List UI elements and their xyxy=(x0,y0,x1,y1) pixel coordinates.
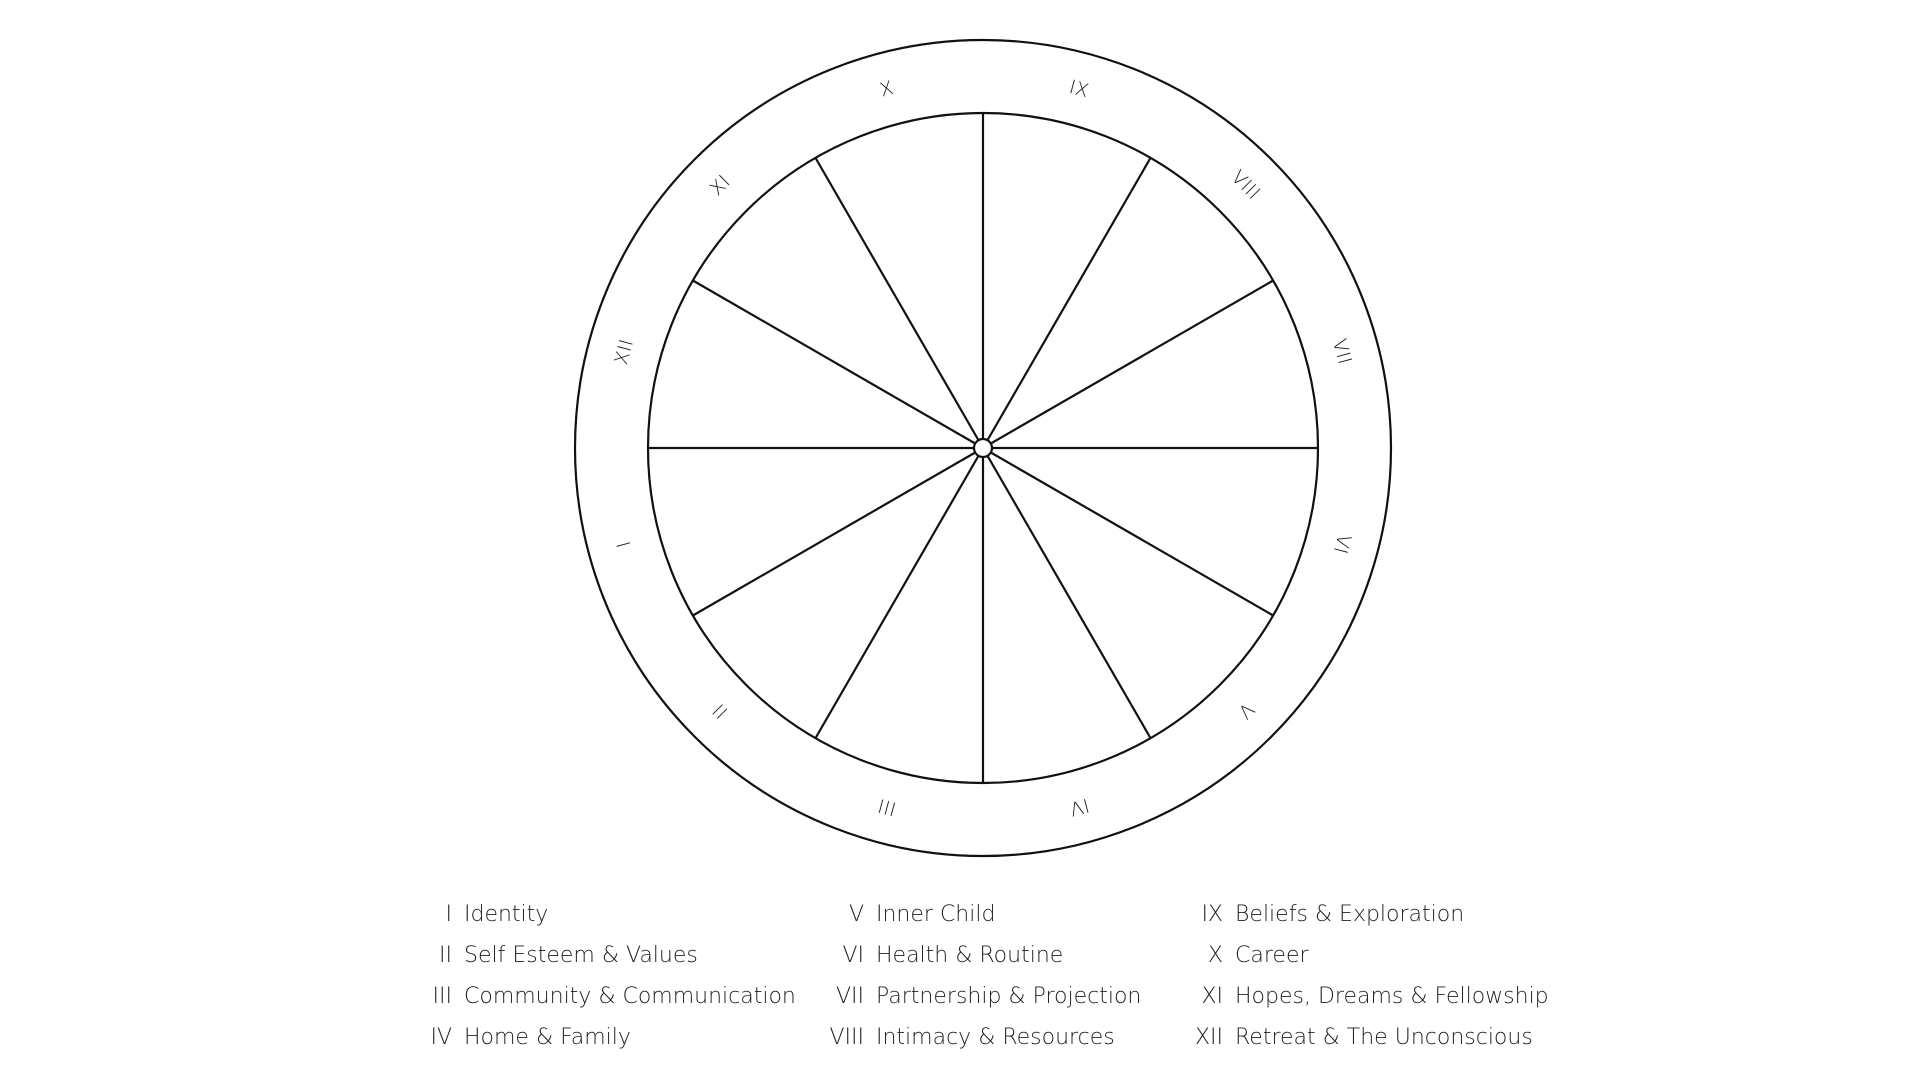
legend-numeral: XII xyxy=(1194,1025,1223,1050)
legend-label: Health & Routine xyxy=(876,943,1064,968)
legend-label: Career xyxy=(1235,943,1309,968)
legend-numeral: I xyxy=(445,902,452,927)
legend-label: Identity xyxy=(464,902,549,927)
center-hub xyxy=(974,439,992,457)
wheel-spoke xyxy=(816,158,984,448)
house-legend xyxy=(0,902,1920,1072)
legend-label: Hopes, Dreams & Fellowship xyxy=(1235,984,1549,1009)
wheel-spoke xyxy=(816,448,984,738)
legend-label: Self Esteem & Values xyxy=(464,943,698,968)
house-numeral: II xyxy=(708,698,733,723)
legend-numeral: IV xyxy=(430,1025,452,1050)
house-numeral: XI xyxy=(705,170,736,201)
legend-numeral: VI xyxy=(842,943,864,968)
house-numeral: IX xyxy=(1066,75,1092,103)
legend-numeral: V xyxy=(848,902,864,927)
house-numeral: VIII xyxy=(1226,166,1265,205)
house-numeral: I xyxy=(612,538,636,550)
legend-label: Home & Family xyxy=(464,1025,631,1050)
wheel-spoke xyxy=(983,448,1273,616)
house-numeral: VI xyxy=(1328,531,1356,557)
legend-label: Beliefs & Exploration xyxy=(1235,902,1465,927)
legend-label: Retreat & The Unconscious xyxy=(1235,1025,1533,1050)
house-numeral: VII xyxy=(1327,336,1356,368)
house-numeral: III xyxy=(875,793,899,820)
wheel-spoke xyxy=(983,448,1151,738)
house-numeral: V xyxy=(1233,698,1259,724)
house-numeral: XII xyxy=(610,336,639,368)
house-numeral: X xyxy=(877,76,897,102)
legend-numeral: IX xyxy=(1201,902,1223,927)
legend-label: Partnership & Projection xyxy=(876,984,1142,1009)
legend-numeral: II xyxy=(439,943,452,968)
legend-label: Community & Communication xyxy=(464,984,796,1009)
legend-numeral: XI xyxy=(1201,984,1223,1009)
legend-numeral: VIII xyxy=(829,1025,864,1050)
wheel-spoke xyxy=(983,281,1273,449)
wheel-spoke xyxy=(983,158,1151,448)
house-numeral: IV xyxy=(1066,793,1092,821)
legend-numeral: X xyxy=(1207,943,1223,968)
legend-numeral: VII xyxy=(835,984,864,1009)
legend-numeral: III xyxy=(432,984,452,1009)
legend-label: Inner Child xyxy=(876,902,996,927)
wheel-spoke xyxy=(693,448,983,616)
legend-label: Intimacy & Resources xyxy=(876,1025,1115,1050)
wheel-spoke xyxy=(693,281,983,449)
